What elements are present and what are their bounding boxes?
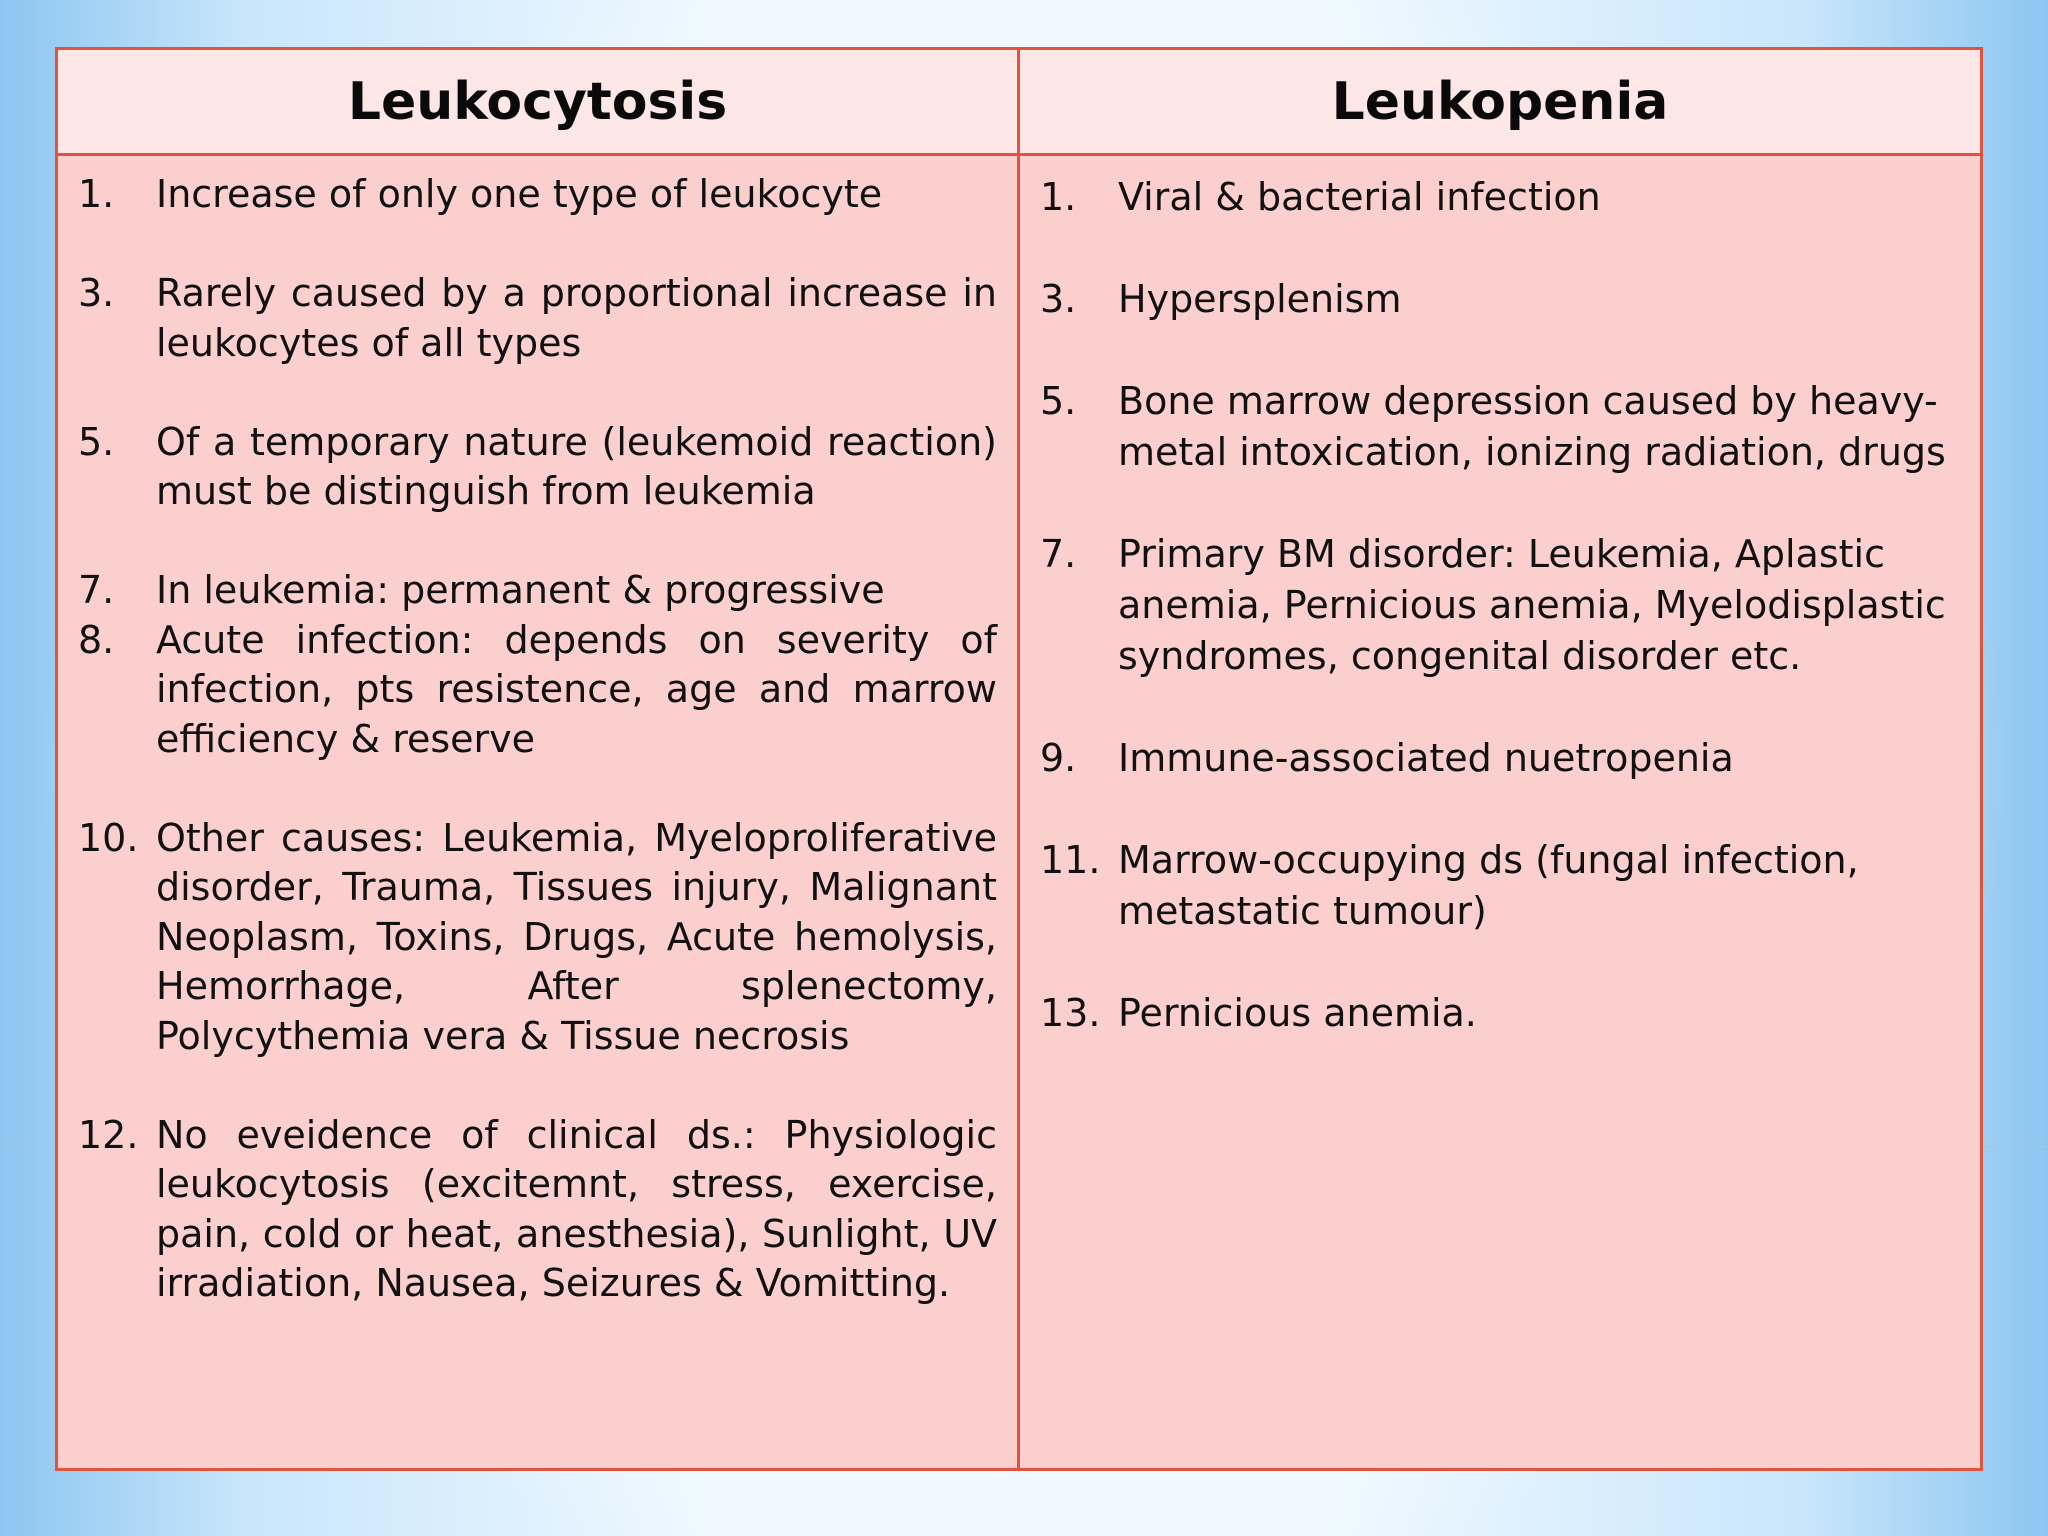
- item-text: Pernicious anemia.: [1118, 991, 1477, 1035]
- list-item: [78, 566, 997, 616]
- item-number: 3.: [78, 271, 115, 315]
- list-item: [1040, 274, 1960, 325]
- item-number: 7.: [78, 568, 115, 612]
- item-number: 11.: [1040, 838, 1101, 882]
- list-item: [1040, 733, 1960, 784]
- list-item: [78, 269, 997, 368]
- item-text: Acute infection: depends on severity of infection, pts resistence, age and marrow efficiency & reserve: [156, 617, 997, 761]
- item-text: Primary BM disorder: Leukemia, Aplastic anemia, Pernicious anemia, Myelodisplastic syndromes, congenital disorder etc.: [1118, 532, 1946, 678]
- item-number: 12.: [78, 1112, 139, 1157]
- item-text: Marrow-occupying ds (fungal infection, metastatic tumour): [1118, 838, 1859, 933]
- item-number: 10.: [78, 815, 139, 860]
- item-text: No eveidence of clinical ds.: Physiologic leukocytosis (excitemnt, stress, exercise, pain, cold or heat, anesthesia), Sunlight, UV irradiation, Nausea, Seizures & Vomitting.: [156, 1112, 997, 1305]
- item-text: In leukemia: permanent & progressive: [156, 568, 885, 612]
- comparison-table: [55, 47, 1983, 1471]
- item-number: 8.: [78, 617, 115, 662]
- leukocytosis-list: [78, 170, 997, 1309]
- item-text: Of a temporary nature (leukemoid reaction) must be distinguish from leukemia: [156, 419, 997, 513]
- item-text: Other causes: Leukemia, Myeloproliferative disorder, Trauma, Tissues injury, Malignant Neoplasm, Toxins, Drugs, Acute hemolysis, Hemorrhage, After splenectomy, Polycythemia vera & Tissue necrosis: [156, 815, 997, 1058]
- item-number: 7.: [1040, 532, 1077, 576]
- item-number: 1.: [1040, 175, 1077, 219]
- item-text: Increase of only one type of leukocyte: [156, 172, 883, 216]
- item-number: 5.: [78, 419, 115, 464]
- list-item: [1040, 376, 1960, 478]
- leukopenia-list-cell: [1020, 156, 1980, 1468]
- list-item: [78, 170, 997, 220]
- item-number: 9.: [1040, 736, 1077, 780]
- leukocytosis-list-cell: [58, 156, 1020, 1468]
- item-text: Bone marrow depression caused by heavy-metal intoxication, ionizing radiation, drugs: [1118, 379, 1946, 474]
- list-item: [78, 1111, 997, 1309]
- list-item: [1040, 988, 1960, 1039]
- item-text: Viral & bacterial infection: [1118, 175, 1601, 219]
- item-text: Immune-associated nuetropenia: [1118, 736, 1734, 780]
- item-text: Hypersplenism: [1118, 277, 1402, 321]
- item-number: 3.: [1040, 277, 1077, 321]
- list-item: [1040, 172, 1960, 223]
- item-number: 1.: [78, 172, 115, 216]
- item-number: 13.: [1040, 991, 1101, 1035]
- item-number: 5.: [1040, 379, 1077, 423]
- item-text: Rarely caused by a proportional increase in leukocytes of all types: [156, 271, 997, 365]
- list-item: [78, 814, 997, 1062]
- list-item: [78, 418, 997, 517]
- column-heading-leukopenia: Leukopenia: [1020, 50, 1980, 156]
- list-item: [78, 616, 997, 765]
- leukopenia-list: [1040, 172, 1960, 1039]
- column-heading-leukocytosis: Leukocytosis: [58, 50, 1020, 156]
- list-item: [1040, 835, 1960, 937]
- list-item: [1040, 529, 1960, 682]
